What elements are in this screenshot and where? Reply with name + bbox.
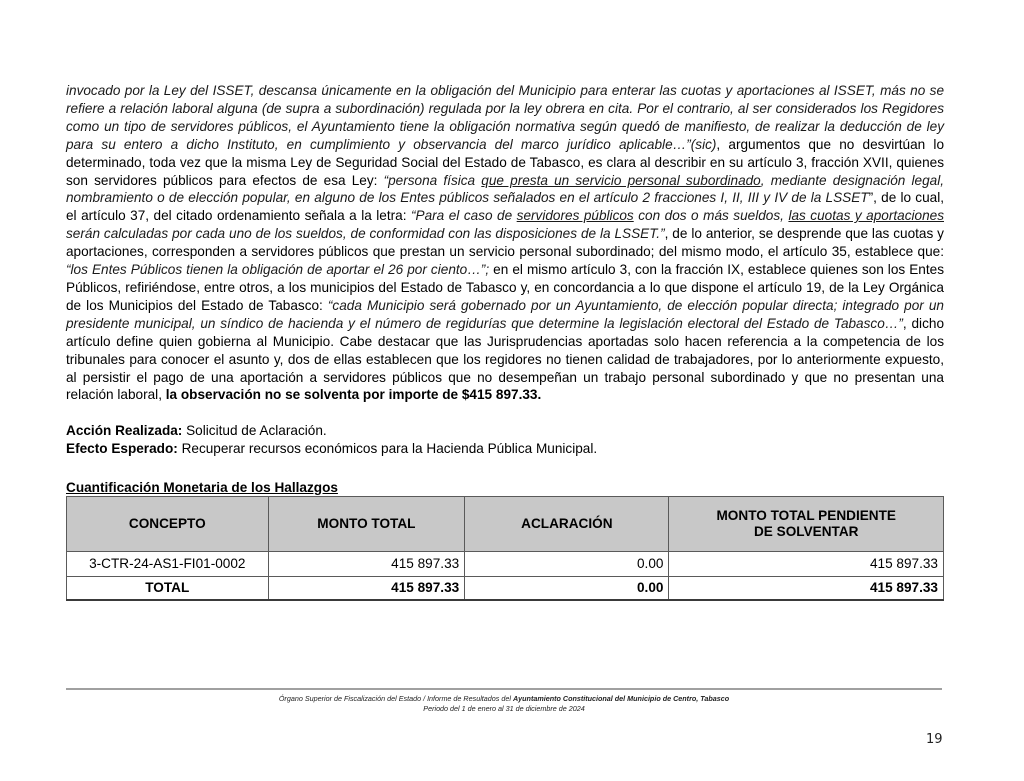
text-segment: en el mismo artículo 3, con la fracción IX, establece quienes son los Entes Públicos, refiriéndose, entre otros, a los municipios del Estado de Tabasco y, en concordancia a lo que dispone el artículo 19, de la Ley Orgánica de los Municipios del Estado de Tabasco:: [66, 262, 944, 313]
accion-value: Solicitud de Aclaración.: [182, 423, 327, 439]
cell-monto-total: 415 897.33: [268, 551, 465, 576]
hallazgos-table: [66, 496, 944, 601]
quote-underlined-segment: servidores públicos: [516, 208, 634, 224]
text-segment: ”, de lo cual, el artículo 37, del citado ordenamiento señala a la letra:: [66, 190, 944, 224]
total-aclaracion: 0.00: [465, 576, 669, 600]
total-monto-total: 415 897.33: [268, 576, 465, 600]
page-footer: [66, 694, 942, 714]
page-number: 19: [926, 732, 943, 747]
cell-monto-pendiente: 415 897.33: [669, 551, 944, 576]
quote-segment: con dos o más sueldos,: [633, 208, 789, 224]
accion-label: Acción Realizada:: [66, 423, 183, 439]
footer-period: Periodo del 1 de enero al 31 de diciembre de 2024: [423, 704, 585, 713]
action-effect-block: [66, 422, 944, 457]
quote-segment: , mediante designación legal, nombramiento o de elección popular, en alguno de los Entes públicos señalados en el artículo 2 fracciones I, II, III y IV de la LSSET: [66, 172, 944, 206]
table-header-row: [67, 496, 944, 551]
quote-underlined-segment: las cuotas y aportaciones: [788, 208, 944, 224]
footer-divider: [66, 688, 942, 690]
cell-concepto: 3-CTR-24-AS1-FI01-0002: [67, 551, 269, 576]
conclusion-bold-segment: la observación no se solventa por importe de $415 897.33.: [165, 387, 542, 403]
header-concepto: CONCEPTO: [67, 496, 269, 551]
document-page: [66, 82, 944, 601]
quote-segment: invocado por la Ley del ISSET, descansa únicamente en la obligación del Municipio para enterar las cuotas y aportaciones al ISSET, más no se refiere a relación laboral alguna (de supra a subordinación) regulada por la ley obrera en cita. Por el contrario, al ser considerados los Regidores como un tipo de servidores públicos, el Ayuntamiento tiene la obligación normativa según quedó de manifiesto, de realizar la deducción de ley para su entero a dicho Instituto, en cumplimiento y observancia del marco jurídico aplicable…”(sic): [66, 83, 944, 152]
quote-segment: “los Entes Públicos tienen la obligación de aportar el 26 por ciento…”;: [66, 262, 490, 278]
table-total-row: [67, 576, 944, 600]
table-row: [67, 551, 944, 576]
efecto-label: Efecto Esperado:: [66, 440, 178, 456]
cell-aclaracion: 0.00: [465, 551, 669, 576]
total-monto-pendiente: 415 897.33: [669, 576, 944, 600]
quote-segment: “cada Municipio será gobernado por un Ayuntamiento, de elección popular directa; integrado por un presidente municipal, un síndico de hacienda y el número de regidurías que determine la legislación electoral del Estado de Tabasco…”: [66, 297, 944, 331]
efecto-esperado-line: [66, 440, 944, 458]
text-segment: , argumentos que no desvirtúan lo determinado, toda vez que la misma Ley de Seguridad Social del Estado de Tabasco, es clara al describir en su artículo 3, fracción XVII, quienes son servidores públicos para efectos de esa Ley:: [66, 136, 945, 188]
text-segment: , de lo anterior, se desprende que las cuotas y aportaciones, corresponden a servidores públicos que prestan un servicio personal subordinado; del mismo modo, el artículo 35, establece que:: [66, 226, 944, 260]
quote-segment: “persona física: [383, 172, 482, 188]
total-label: TOTAL: [67, 576, 269, 600]
footer-org-text: Órgano Superior de Fiscalización del Estado / Informe de Resultados del: [278, 694, 513, 703]
quote-segment: serán calculadas por cada uno de los sueldos, de conformidad con las disposiciones de la LSSET.”: [66, 226, 665, 242]
footer-line-1: [66, 694, 942, 704]
quote-segment: “Para el caso de: [411, 208, 517, 224]
header-aclaracion: ACLARACIÓN: [465, 496, 669, 551]
accion-realizada-line: [66, 422, 944, 440]
header-monto-total: MONTO TOTAL: [268, 496, 465, 551]
footer-entity-name: Ayuntamiento Constitucional del Municipio de Centro, Tabasco: [512, 694, 730, 703]
text-segment: , dicho artículo define quien gobierna al Municipio. Cabe destacar que las Jurisprudencias aportadas solo hacen referencia a la competencia de los tribunales para conocer el asunto y, dos de ellas establecen que los regidores no tienen calidad de trabajadores, por lo anteriormente expuesto, al persistir el pago de una aportación a servidores públicos que no desempeñan un trabajo personal subordinado y que no presentan una relación laboral,: [66, 315, 944, 403]
efecto-value: Recuperar recursos económicos para la Hacienda Pública Municipal.: [177, 440, 598, 456]
table-title: Cuantificación Monetaria de los Hallazgos: [66, 479, 338, 495]
header-monto-pendiente: MONTO TOTAL PENDIENTE DE SOLVENTAR: [669, 496, 944, 551]
quote-underlined-segment: que presta un servicio personal subordinado: [481, 172, 761, 188]
body-paragraph: [66, 82, 944, 404]
